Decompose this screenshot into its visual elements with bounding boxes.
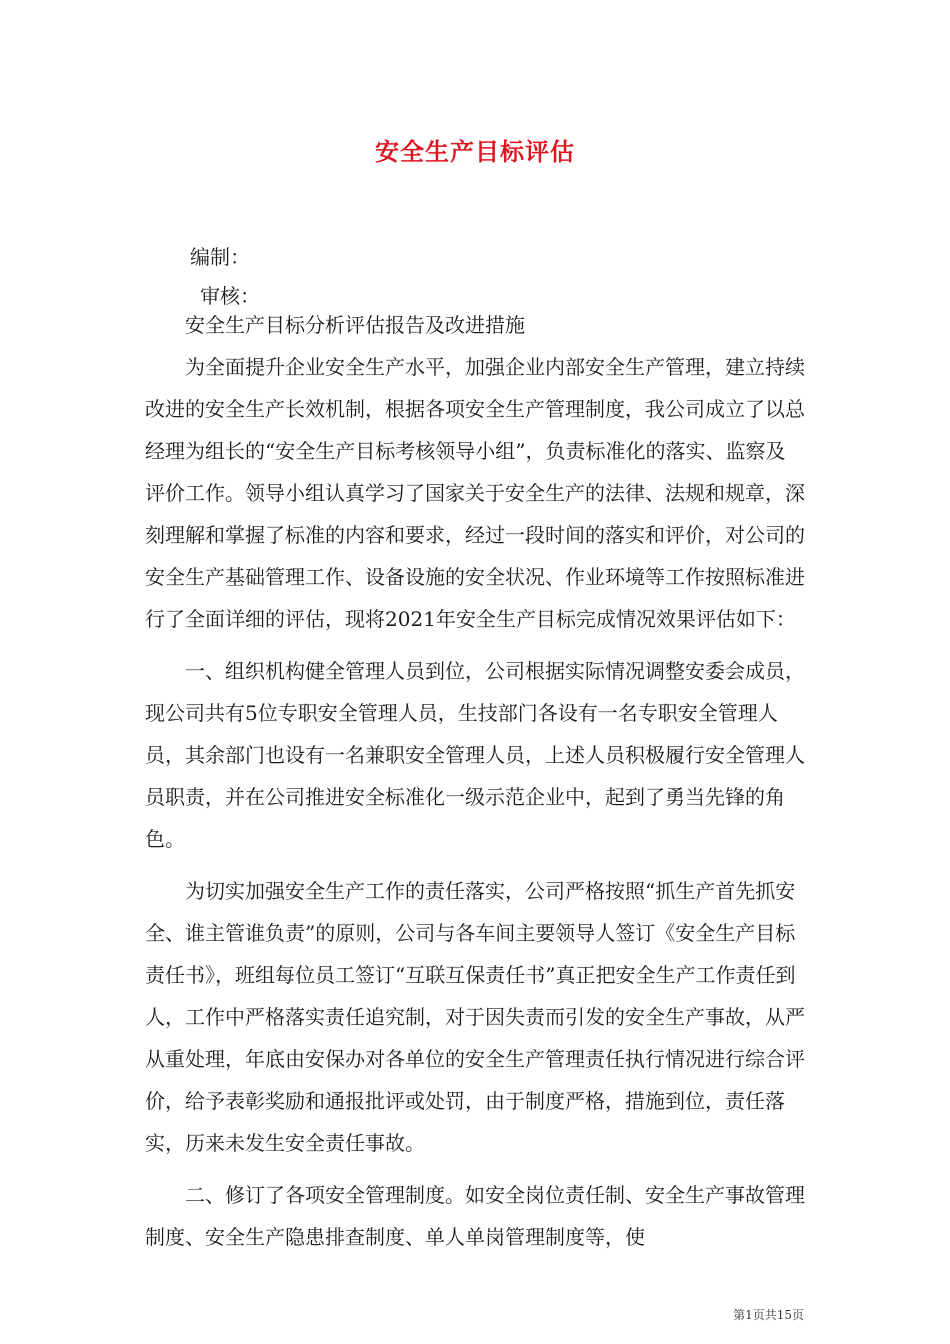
paragraph-responsibility: 为切实加强安全生产工作的责任落实，公司严格按照“抓生产首先抓安全、谁主管谁负责”的原则，公司与各车间主要领导人签订《安全生产目标责任书》，班组每位员工签订“互联互保责任书”真正把安全生产工作责任到人，工作中严格落实责任追究制，对于因失责而引发的安全生产事故，从严从重处理，年底由安保办对各单位的安全生产管理责任执行情况进行综合评价，给予表彰奖励和通报批评或处罚，由于制度严格，措施到位，责任落实，历来未发生安全责任事故。	[145, 879, 805, 1155]
paragraph-section-one: 一、组织机构健全管理人员到位，公司根据实际情况调整安委会成员，现公司共有5位专职安全管理人员，生技部门各设有一名专职安全管理人员，其余部门也设有一名兼职安全管理人员，上述人员积极履行安全管理人员职责，并在公司推进安全标准化一级示范企业中，起到了勇当先锋的角色。	[145, 659, 805, 851]
paragraph-intro: 为全面提升企业安全生产水平，加强企业内部安全生产管理，建立持续改进的安全生产长效机制，根据各项安全生产管理制度，我公司成立了以总经理为组长的“安全生产目标考核领导小组”，负责标准化的落实、监察及评价工作。领导小组认真学习了国家关于安全生产的法律、法规和规章，深刻理解和掌握了标准的内容和要求，经过一段时间的落实和评价，对公司的安全生产基础管理工作、设备设施的安全状况、作业环境等工作按照标准进行了全面详细的评估，现将2021年安全生产目标完成情况效果评估如下：	[145, 355, 805, 631]
document-body	[145, 304, 805, 1258]
report-subtitle: 安全生产目标分析评估报告及改进措施	[185, 313, 525, 337]
reviewer-label: 审核：	[200, 284, 260, 308]
page-title: 安全生产目标评估	[375, 137, 575, 166]
editor-label: 编制：	[190, 245, 250, 269]
page-number: 第1页共15页	[733, 1308, 804, 1322]
paragraph-section-two: 二、修订了各项安全管理制度。如安全岗位责任制、安全生产事故管理制度、安全生产隐患排查制度、单人单岗管理制度等，使	[145, 1183, 805, 1249]
